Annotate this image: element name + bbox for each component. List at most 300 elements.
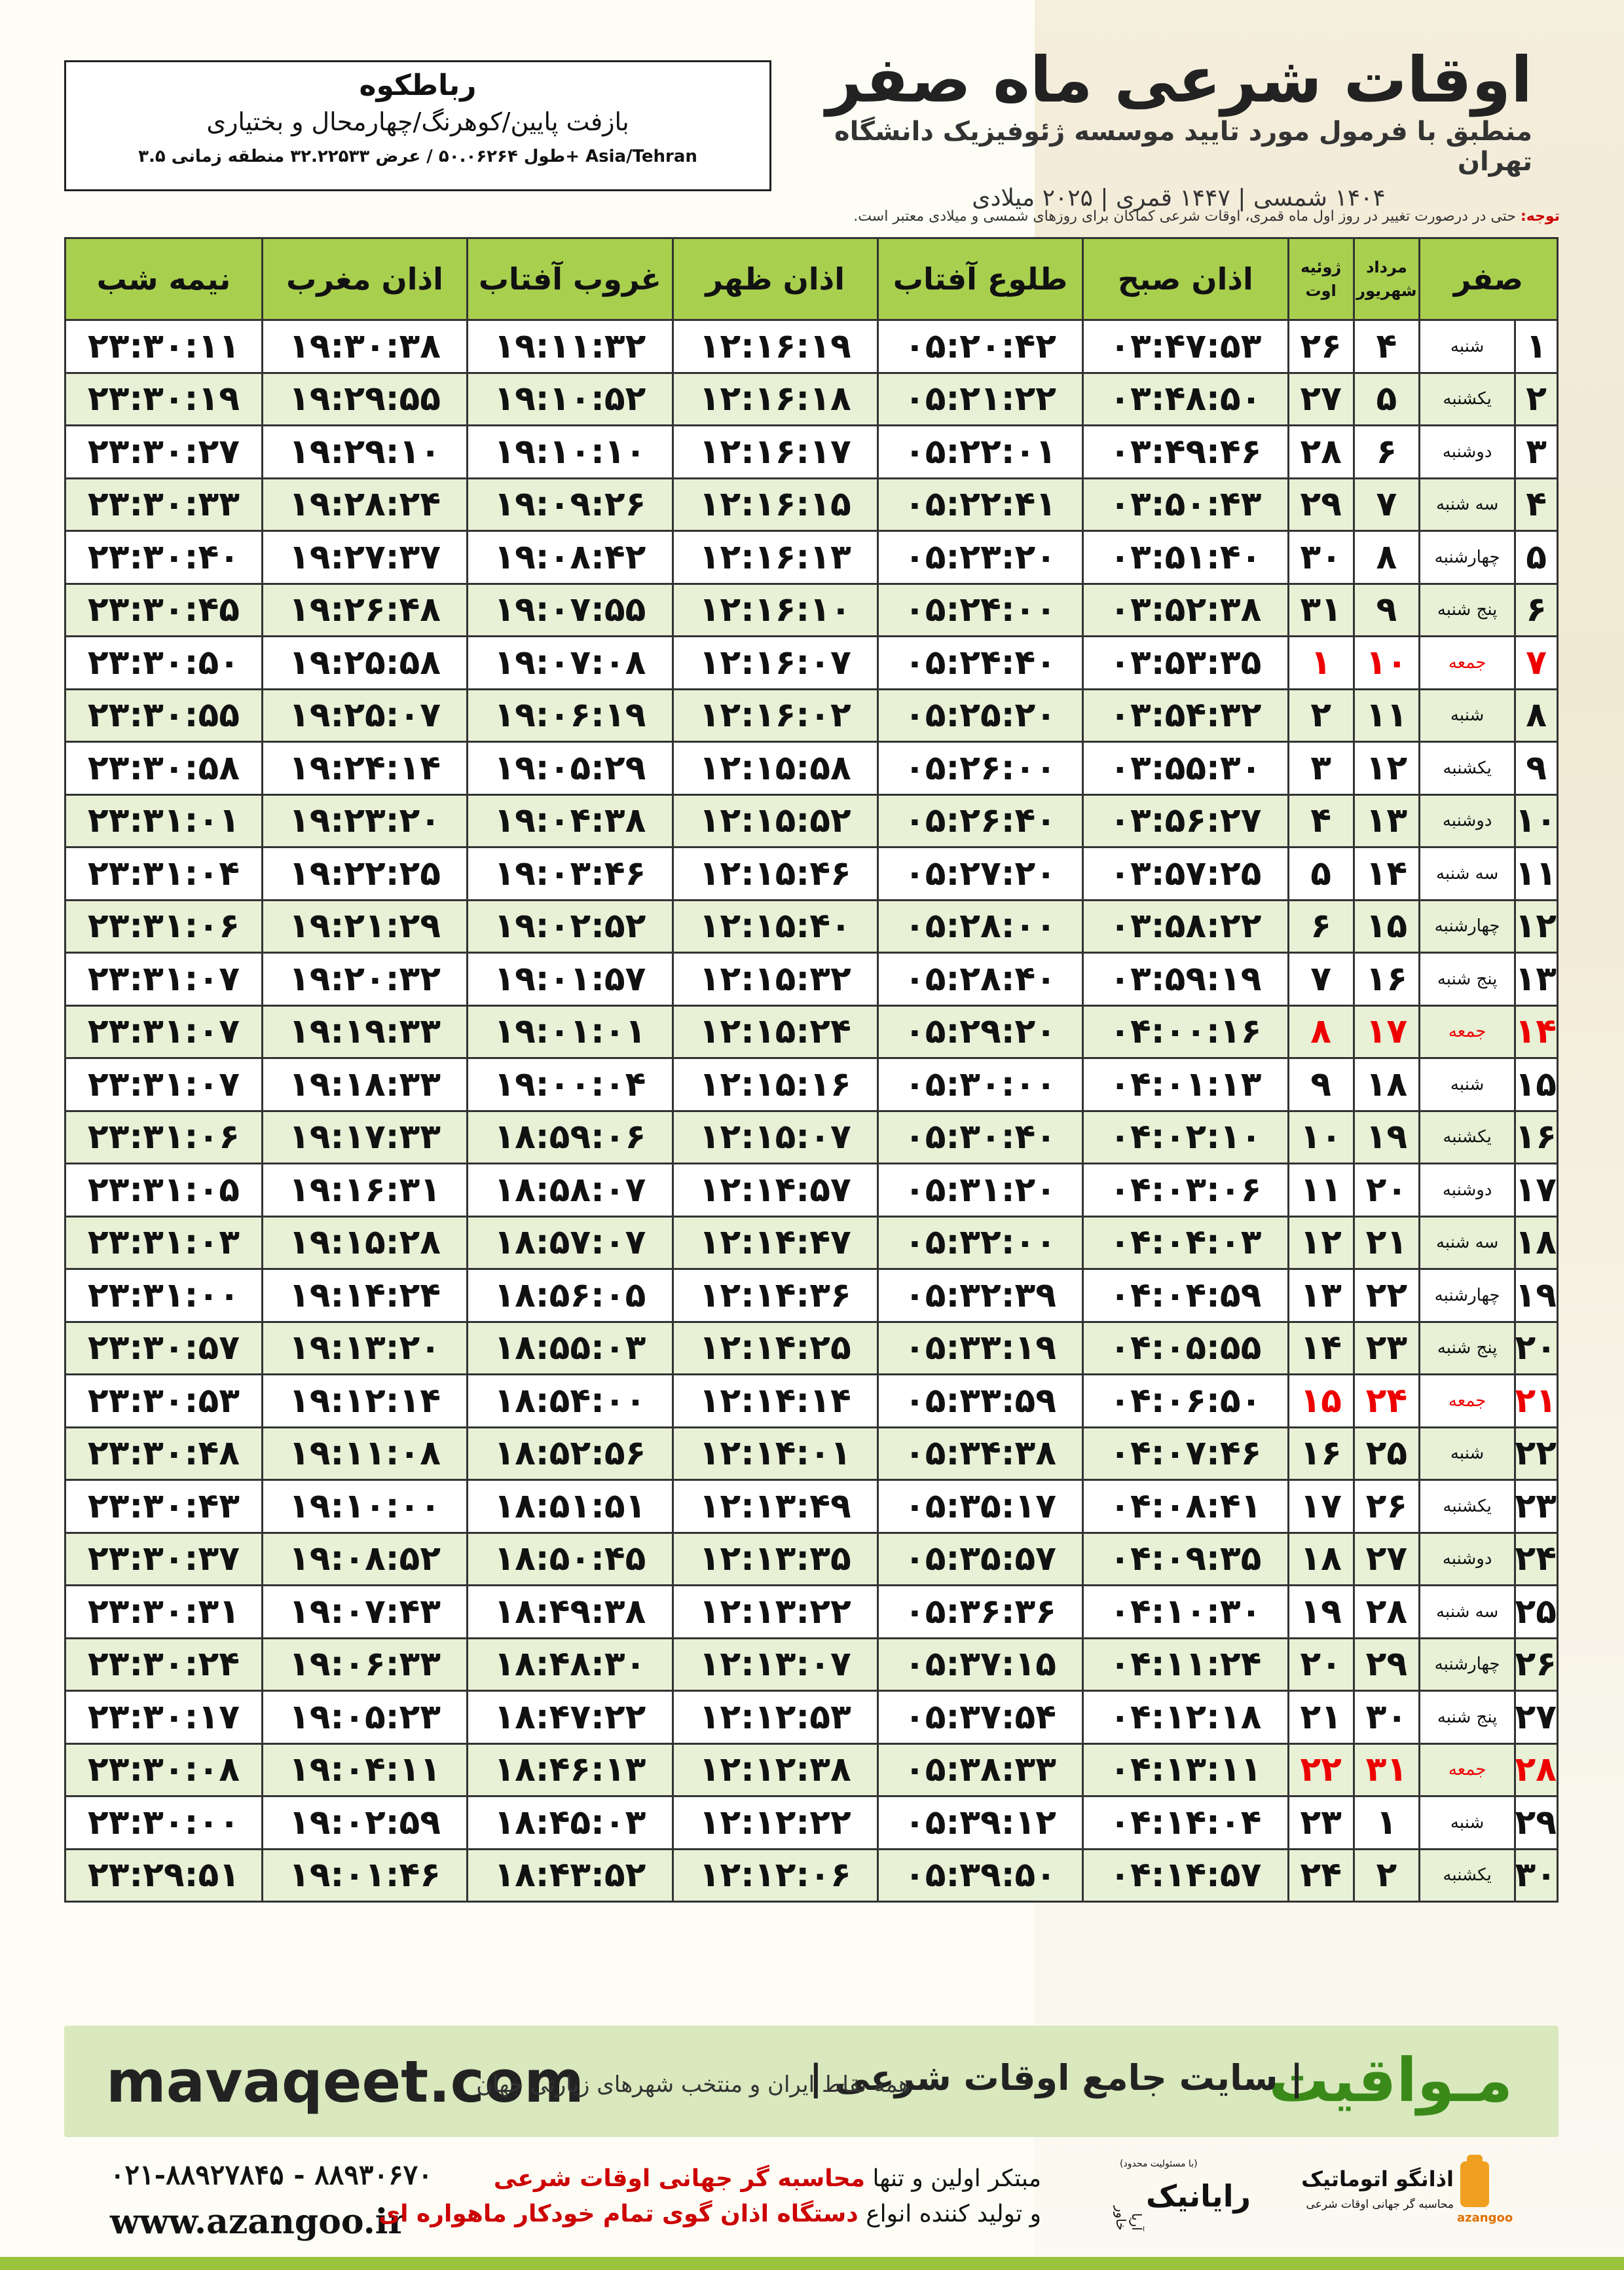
banner-description: همه نقاط ایران و منتخب شهرهای زیارتی جهان — [476, 2072, 910, 2098]
cell-weekday: چهارشنبه — [1420, 1638, 1515, 1691]
banner-slogan: | سایت جامع اوقات شرعی | — [809, 2057, 1303, 2098]
cell-day: ۱۴ — [1515, 1005, 1558, 1058]
cell-day: ۱۱ — [1515, 847, 1558, 901]
cell-maghrib: ۱۹:۲۲:۲۵ — [262, 847, 467, 901]
cell-day: ۹ — [1515, 742, 1558, 795]
cell-maghrib: ۱۹:۰۵:۲۳ — [262, 1691, 467, 1744]
cell-dhuhr: ۱۲:۱۲:۰۶ — [673, 1849, 877, 1902]
cell-dhuhr: ۱۲:۱۳:۴۹ — [673, 1480, 877, 1533]
footer-line-2-b: دستگاه اذان گوی تمام خودکار ماهواره ای — [378, 2201, 858, 2227]
cell-sunrise: ۰۵:۳۳:۱۹ — [877, 1322, 1082, 1375]
cell-day: ۶ — [1515, 584, 1558, 637]
cell-fajr: ۰۴:۰۱:۱۳ — [1083, 1058, 1288, 1111]
cell-shamsi: ۷ — [1354, 478, 1419, 531]
cell-weekday: پنج شنبه — [1420, 584, 1515, 637]
location-coords: طول ۵۰.۰۶۲۶۴ / عرض ۳۲.۲۲۵۳۳ منطقه زمانی ۳.۵+ Asia/Tehran — [138, 147, 697, 166]
cell-midnight: ۲۳:۳۰:۴۰ — [65, 531, 263, 584]
cell-fajr: ۰۳:۵۷:۲۵ — [1083, 847, 1288, 901]
table-row — [65, 478, 1558, 531]
footer-line-2-a: و تولید کننده انواع — [866, 2201, 1041, 2227]
cell-midnight: ۲۳:۳۱:۰۴ — [65, 847, 263, 901]
cell-weekday: چهارشنبه — [1420, 900, 1515, 953]
cell-shamsi: ۱۸ — [1354, 1058, 1419, 1111]
cell-weekday: چهارشنبه — [1420, 531, 1515, 584]
cell-shamsi: ۲۰ — [1354, 1164, 1419, 1217]
cell-dhuhr: ۱۲:۱۵:۳۲ — [673, 953, 877, 1006]
cell-maghrib: ۱۹:۲۱:۲۹ — [262, 900, 467, 953]
banner-site-link[interactable]: mavaqeet.com — [106, 2048, 584, 2115]
cell-sunrise: ۰۵:۲۲:۴۱ — [877, 478, 1082, 531]
cell-maghrib: ۱۹:۱۹:۳۳ — [262, 1005, 467, 1058]
cell-midnight: ۲۳:۳۰:۱۹ — [65, 373, 263, 426]
cell-greg: ۲ — [1288, 689, 1354, 742]
cell-fajr: ۰۴:۰۹:۳۵ — [1083, 1533, 1288, 1586]
header-sunrise: طلوع آفتاب — [877, 238, 1082, 320]
cell-sunrise: ۰۵:۲۶:۰۰ — [877, 742, 1082, 795]
cell-sunset: ۱۸:۵۷:۰۷ — [468, 1216, 673, 1269]
table-row — [65, 900, 1558, 953]
cell-sunrise: ۰۵:۳۵:۱۷ — [877, 1480, 1082, 1533]
location-box — [64, 60, 771, 191]
cell-weekday: شنبه — [1420, 1427, 1515, 1480]
note-text: حتی در درصورت تغییر در روز اول ماه قمری، اوقات شرعی کماکان برای روزهای شمسی و میلادی معتبر است. — [853, 208, 1516, 225]
location-name: رباطکوه — [359, 69, 477, 102]
cell-midnight: ۲۳:۳۰:۵۰ — [65, 637, 263, 690]
cell-weekday: دوشنبه — [1420, 1164, 1515, 1217]
cell-sunrise: ۰۵:۳۴:۳۸ — [877, 1427, 1082, 1480]
cell-dhuhr: ۱۲:۱۴:۴۷ — [673, 1216, 877, 1269]
cell-sunset: ۱۹:۰۹:۲۶ — [468, 478, 673, 531]
cell-greg: ۱۹ — [1288, 1586, 1354, 1639]
cell-greg: ۲۸ — [1288, 426, 1354, 479]
cell-fajr: ۰۳:۵۵:۳۰ — [1083, 742, 1288, 795]
cell-dhuhr: ۱۲:۱۶:۱۸ — [673, 373, 877, 426]
cell-greg: ۱۵ — [1288, 1375, 1354, 1428]
cell-sunset: ۱۹:۱۱:۳۲ — [468, 320, 673, 373]
cell-sunset: ۱۸:۵۹:۰۶ — [468, 1111, 673, 1164]
cell-sunrise: ۰۵:۲۸:۴۰ — [877, 953, 1082, 1006]
prayer-times-table — [64, 237, 1559, 1903]
cell-dhuhr: ۱۲:۱۴:۱۴ — [673, 1375, 877, 1428]
cell-fajr: ۰۳:۵۳:۳۵ — [1083, 637, 1288, 690]
cell-midnight: ۲۳:۳۱:۰۷ — [65, 1058, 263, 1111]
cell-weekday: جمعه — [1420, 1375, 1515, 1428]
cell-day: ۲۹ — [1515, 1796, 1558, 1850]
header-fajr: اذان صبح — [1083, 238, 1288, 320]
bottom-bar — [0, 2257, 1624, 2270]
cell-fajr: ۰۴:۰۰:۱۶ — [1083, 1005, 1288, 1058]
cell-shamsi: ۲۶ — [1354, 1480, 1419, 1533]
cell-day: ۱۳ — [1515, 953, 1558, 1006]
cell-maghrib: ۱۹:۲۵:۵۸ — [262, 637, 467, 690]
cell-day: ۳۰ — [1515, 1849, 1558, 1902]
date-line: ۱۴۰۴ شمسی | ۱۴۴۷ قمری | ۲۰۲۵ میلادی — [972, 184, 1386, 212]
header-month: صفر — [1420, 238, 1558, 320]
table-row — [65, 1427, 1558, 1480]
cell-sunrise: ۰۵:۳۷:۱۵ — [877, 1638, 1082, 1691]
cell-maghrib: ۱۹:۱۸:۳۳ — [262, 1058, 467, 1111]
header-gregorian-text: ژوئیه اوت — [1301, 258, 1342, 300]
cell-dhuhr: ۱۲:۱۵:۵۲ — [673, 794, 877, 847]
cell-dhuhr: ۱۲:۱۶:۰۷ — [673, 637, 877, 690]
cell-midnight: ۲۳:۳۰:۱۱ — [65, 320, 263, 373]
cell-day: ۱۵ — [1515, 1058, 1558, 1111]
cell-fajr: ۰۳:۵۰:۴۳ — [1083, 478, 1288, 531]
table-row — [65, 1691, 1558, 1744]
cell-maghrib: ۱۹:۰۷:۴۳ — [262, 1586, 467, 1639]
cell-greg: ۵ — [1288, 847, 1354, 901]
cell-dhuhr: ۱۲:۱۳:۰۷ — [673, 1638, 877, 1691]
cell-maghrib: ۱۹:۱۷:۳۳ — [262, 1111, 467, 1164]
table-row — [65, 794, 1558, 847]
table-row — [65, 1849, 1558, 1902]
cell-sunset: ۱۸:۵۰:۴۵ — [468, 1533, 673, 1586]
cell-midnight: ۲۳:۳۰:۴۸ — [65, 1427, 263, 1480]
cell-weekday: پنج شنبه — [1420, 953, 1515, 1006]
footer-line-1-b: محاسبه گر جهانی اوقات شرعی — [493, 2165, 865, 2192]
cell-fajr: ۰۳:۵۶:۲۷ — [1083, 794, 1288, 847]
cell-weekday: سه شنبه — [1420, 1216, 1515, 1269]
cell-day: ۲۵ — [1515, 1586, 1558, 1639]
footer-website-link[interactable]: www.azangoo.ir — [110, 2202, 406, 2242]
cell-greg: ۲۷ — [1288, 373, 1354, 426]
cell-sunset: ۱۸:۴۹:۳۸ — [468, 1586, 673, 1639]
table-row — [65, 1322, 1558, 1375]
cell-maghrib: ۱۹:۰۴:۱۱ — [262, 1743, 467, 1796]
table-row — [65, 531, 1558, 584]
cell-dhuhr: ۱۲:۱۵:۱۶ — [673, 1058, 877, 1111]
cell-fajr: ۰۴:۰۴:۵۹ — [1083, 1269, 1288, 1322]
cell-shamsi: ۲۳ — [1354, 1322, 1419, 1375]
cell-greg: ۲۲ — [1288, 1743, 1354, 1796]
table-row — [65, 373, 1558, 426]
cell-midnight: ۲۳:۳۰:۴۵ — [65, 584, 263, 637]
location-region: بازفت پایین/کوهرنگ/چهارمحال و بختیاری — [206, 107, 629, 136]
cell-midnight: ۲۳:۳۰:۵۸ — [65, 742, 263, 795]
cell-dhuhr: ۱۲:۱۳:۳۵ — [673, 1533, 877, 1586]
cell-day: ۱۲ — [1515, 900, 1558, 953]
cell-midnight: ۲۳:۳۰:۴۳ — [65, 1480, 263, 1533]
table-row — [65, 847, 1558, 901]
cell-maghrib: ۱۹:۰۸:۵۲ — [262, 1533, 467, 1586]
cell-shamsi: ۲۱ — [1354, 1216, 1419, 1269]
cell-weekday: شنبه — [1420, 1796, 1515, 1850]
cell-sunset: ۱۸:۵۱:۵۱ — [468, 1480, 673, 1533]
header-sunset: غروب آفتاب — [468, 238, 673, 320]
cell-sunrise: ۰۵:۳۰:۰۰ — [877, 1058, 1082, 1111]
cell-greg: ۴ — [1288, 794, 1354, 847]
cell-shamsi: ۱ — [1354, 1796, 1419, 1850]
cell-sunset: ۱۸:۴۵:۰۳ — [468, 1796, 673, 1850]
cell-sunset: ۱۸:۴۷:۲۲ — [468, 1691, 673, 1744]
cell-dhuhr: ۱۲:۱۶:۱۹ — [673, 320, 877, 373]
cell-maghrib: ۱۹:۲۴:۱۴ — [262, 742, 467, 795]
cell-sunset: ۱۹:۰۸:۴۲ — [468, 531, 673, 584]
cell-maghrib: ۱۹:۰۱:۴۶ — [262, 1849, 467, 1902]
header-shamsi — [1354, 238, 1419, 320]
cell-shamsi: ۱۷ — [1354, 1005, 1419, 1058]
cell-weekday: سه شنبه — [1420, 847, 1515, 901]
cell-weekday: دوشنبه — [1420, 1533, 1515, 1586]
cell-midnight: ۲۳:۳۱:۰۷ — [65, 1005, 263, 1058]
cell-sunrise: ۰۵:۳۲:۳۹ — [877, 1269, 1082, 1322]
cell-greg: ۲۳ — [1288, 1796, 1354, 1850]
cell-weekday: پنج شنبه — [1420, 1691, 1515, 1744]
cell-day: ۲۶ — [1515, 1638, 1558, 1691]
cell-midnight: ۲۳:۳۰:۰۸ — [65, 1743, 263, 1796]
cell-midnight: ۲۳:۳۰:۱۷ — [65, 1691, 263, 1744]
cell-weekday: یکشنبه — [1420, 742, 1515, 795]
cell-weekday: سه شنبه — [1420, 1586, 1515, 1639]
cell-greg: ۱۴ — [1288, 1322, 1354, 1375]
cell-shamsi: ۴ — [1354, 320, 1419, 373]
cell-greg: ۲۱ — [1288, 1691, 1354, 1744]
cell-day: ۱۰ — [1515, 794, 1558, 847]
cell-sunset: ۱۹:۰۴:۳۸ — [468, 794, 673, 847]
cell-weekday: چهارشنبه — [1420, 1269, 1515, 1322]
table-row — [65, 1375, 1558, 1428]
cell-maghrib: ۱۹:۲۶:۴۸ — [262, 584, 467, 637]
cell-day: ۲۲ — [1515, 1427, 1558, 1480]
cell-fajr: ۰۴:۰۵:۵۵ — [1083, 1322, 1288, 1375]
cell-greg: ۱ — [1288, 637, 1354, 690]
cell-fajr: ۰۴:۱۱:۲۴ — [1083, 1638, 1288, 1691]
header-gregorian — [1288, 238, 1354, 320]
cell-maghrib: ۱۹:۰۶:۳۳ — [262, 1638, 467, 1691]
cell-greg: ۲۰ — [1288, 1638, 1354, 1691]
cell-shamsi: ۹ — [1354, 584, 1419, 637]
cell-shamsi: ۲ — [1354, 1849, 1419, 1902]
title-block — [825, 43, 1532, 212]
cell-fajr: ۰۳:۵۴:۳۲ — [1083, 689, 1288, 742]
cell-day: ۱۸ — [1515, 1216, 1558, 1269]
cell-fajr: ۰۴:۰۳:۰۶ — [1083, 1164, 1288, 1217]
table-row — [65, 689, 1558, 742]
cell-midnight: ۲۳:۳۰:۵۵ — [65, 689, 263, 742]
banner-brand: مـواقیت — [1268, 2045, 1513, 2115]
table-row — [65, 320, 1558, 373]
cell-sunrise: ۰۵:۳۹:۱۲ — [877, 1796, 1082, 1850]
cell-sunset: ۱۹:۱۰:۵۲ — [468, 373, 673, 426]
cell-dhuhr: ۱۲:۱۲:۳۸ — [673, 1743, 877, 1796]
cell-maghrib: ۱۹:۳۰:۳۸ — [262, 320, 467, 373]
cell-weekday: شنبه — [1420, 1058, 1515, 1111]
table-row — [65, 637, 1558, 690]
cell-maghrib: ۱۹:۰۲:۵۹ — [262, 1796, 467, 1850]
cell-fajr: ۰۴:۱۰:۳۰ — [1083, 1586, 1288, 1639]
cell-sunrise: ۰۵:۳۷:۵۴ — [877, 1691, 1082, 1744]
page-title: اوقات شرعی ماه صفر — [826, 43, 1532, 117]
cell-dhuhr: ۱۲:۱۶:۱۳ — [673, 531, 877, 584]
cell-dhuhr: ۱۲:۱۵:۰۷ — [673, 1111, 877, 1164]
cell-day: ۲۱ — [1515, 1375, 1558, 1428]
cell-sunset: ۱۸:۴۸:۳۰ — [468, 1638, 673, 1691]
cell-sunset: ۱۹:۰۰:۰۴ — [468, 1058, 673, 1111]
cell-dhuhr: ۱۲:۱۶:۱۵ — [673, 478, 877, 531]
cell-weekday: سه شنبه — [1420, 478, 1515, 531]
cell-sunset: ۱۸:۵۴:۰۰ — [468, 1375, 673, 1428]
azangoo-logo — [1290, 2155, 1513, 2233]
cell-dhuhr: ۱۲:۱۵:۵۸ — [673, 742, 877, 795]
cell-weekday: جمعه — [1420, 637, 1515, 690]
cell-weekday: یکشنبه — [1420, 1849, 1515, 1902]
cell-maghrib: ۱۹:۲۳:۲۰ — [262, 794, 467, 847]
cell-weekday: یکشنبه — [1420, 1111, 1515, 1164]
table-row — [65, 1269, 1558, 1322]
cell-greg: ۳۱ — [1288, 584, 1354, 637]
cell-sunset: ۱۹:۰۲:۵۲ — [468, 900, 673, 953]
cell-day: ۲ — [1515, 373, 1558, 426]
cell-sunset: ۱۹:۰۱:۰۱ — [468, 1005, 673, 1058]
cell-dhuhr: ۱۲:۱۴:۲۵ — [673, 1322, 877, 1375]
cell-maghrib: ۱۹:۱۴:۲۴ — [262, 1269, 467, 1322]
table-header-row — [65, 238, 1558, 320]
cell-shamsi: ۱۹ — [1354, 1111, 1419, 1164]
cell-fajr: ۰۳:۵۸:۲۲ — [1083, 900, 1288, 953]
cell-midnight: ۲۳:۳۱:۰۳ — [65, 1216, 263, 1269]
cell-fajr: ۰۳:۵۱:۴۰ — [1083, 531, 1288, 584]
cell-midnight: ۲۳:۳۰:۵۳ — [65, 1375, 263, 1428]
cell-greg: ۲۶ — [1288, 320, 1354, 373]
cell-dhuhr: ۱۲:۱۵:۲۴ — [673, 1005, 877, 1058]
cell-sunrise: ۰۵:۲۵:۲۰ — [877, 689, 1082, 742]
rayanik-logo — [1113, 2159, 1251, 2231]
cell-dhuhr: ۱۲:۱۲:۵۳ — [673, 1691, 877, 1744]
cell-shamsi: ۱۱ — [1354, 689, 1419, 742]
cell-sunset: ۱۹:۰۱:۵۷ — [468, 953, 673, 1006]
cell-greg: ۱۸ — [1288, 1533, 1354, 1586]
cell-dhuhr: ۱۲:۱۴:۰۱ — [673, 1427, 877, 1480]
cell-maghrib: ۱۹:۲۹:۵۵ — [262, 373, 467, 426]
cell-sunset: ۱۸:۴۳:۵۲ — [468, 1849, 673, 1902]
cell-fajr: ۰۴:۱۴:۰۴ — [1083, 1796, 1288, 1850]
cell-sunrise: ۰۵:۲۸:۰۰ — [877, 900, 1082, 953]
cell-weekday: یکشنبه — [1420, 373, 1515, 426]
page-subtitle: منطبق با فرمول مورد تایید موسسه ژئوفیزیک دانشگاه تهران — [834, 116, 1532, 177]
table-row — [65, 1005, 1558, 1058]
cell-sunrise: ۰۵:۲۴:۴۰ — [877, 637, 1082, 690]
cell-sunrise: ۰۵:۳۶:۳۶ — [877, 1586, 1082, 1639]
cell-fajr: ۰۴:۰۸:۴۱ — [1083, 1480, 1288, 1533]
cell-fajr: ۰۳:۴۷:۵۳ — [1083, 320, 1288, 373]
cell-shamsi: ۲۸ — [1354, 1586, 1419, 1639]
table-row — [65, 1533, 1558, 1586]
cell-shamsi: ۱۵ — [1354, 900, 1419, 953]
cell-sunset: ۱۹:۱۰:۱۰ — [468, 426, 673, 479]
cell-fajr: ۰۳:۵۲:۳۸ — [1083, 584, 1288, 637]
cell-midnight: ۲۳:۳۰:۵۷ — [65, 1322, 263, 1375]
cell-midnight: ۲۳:۳۱:۰۰ — [65, 1269, 263, 1322]
cell-day: ۴ — [1515, 478, 1558, 531]
cell-dhuhr: ۱۲:۱۴:۳۶ — [673, 1269, 877, 1322]
cell-greg: ۱۰ — [1288, 1111, 1354, 1164]
cell-day: ۵ — [1515, 531, 1558, 584]
table-row — [65, 1796, 1558, 1850]
cell-maghrib: ۱۹:۱۰:۰۰ — [262, 1480, 467, 1533]
cell-sunrise: ۰۵:۳۲:۰۰ — [877, 1216, 1082, 1269]
cell-day: ۲۰ — [1515, 1322, 1558, 1375]
cell-weekday: پنج شنبه — [1420, 1322, 1515, 1375]
footer-line-2 — [378, 2197, 1041, 2232]
cell-weekday: جمعه — [1420, 1005, 1515, 1058]
cell-midnight: ۲۳:۳۰:۲۷ — [65, 426, 263, 479]
cell-sunset: ۱۸:۵۲:۵۶ — [468, 1427, 673, 1480]
table-row — [65, 1480, 1558, 1533]
cell-dhuhr: ۱۲:۱۲:۲۲ — [673, 1796, 877, 1850]
table-row — [65, 1058, 1558, 1111]
table-body — [65, 320, 1558, 1902]
cell-midnight: ۲۳:۳۱:۰۵ — [65, 1164, 263, 1217]
cell-sunset: ۱۸:۵۵:۰۳ — [468, 1322, 673, 1375]
cell-fajr: ۰۴:۱۳:۱۱ — [1083, 1743, 1288, 1796]
cell-fajr: ۰۴:۱۲:۱۸ — [1083, 1691, 1288, 1744]
table-row — [65, 1638, 1558, 1691]
cell-greg: ۱۷ — [1288, 1480, 1354, 1533]
cell-maghrib: ۱۹:۱۵:۲۸ — [262, 1216, 467, 1269]
table-row — [65, 1111, 1558, 1164]
header-midnight: نیمه شب — [65, 238, 263, 320]
cell-sunrise: ۰۵:۳۹:۵۰ — [877, 1849, 1082, 1902]
cell-greg: ۸ — [1288, 1005, 1354, 1058]
cell-sunset: ۱۹:۰۵:۲۹ — [468, 742, 673, 795]
cell-weekday: یکشنبه — [1420, 1480, 1515, 1533]
cell-day: ۲۸ — [1515, 1743, 1558, 1796]
table-row — [65, 1743, 1558, 1796]
cell-fajr: ۰۴:۰۷:۴۶ — [1083, 1427, 1288, 1480]
cell-shamsi: ۲۲ — [1354, 1269, 1419, 1322]
cell-shamsi: ۱۴ — [1354, 847, 1419, 901]
cell-greg: ۳۰ — [1288, 531, 1354, 584]
cell-sunrise: ۰۵:۲۰:۴۲ — [877, 320, 1082, 373]
promo-banner — [64, 2026, 1559, 2137]
rayanik-logo-top: (با مسئولیت محدود) — [1120, 2159, 1198, 2169]
cell-greg: ۱۲ — [1288, 1216, 1354, 1269]
cell-sunset: ۱۹:۰۳:۴۶ — [468, 847, 673, 901]
table-row — [65, 584, 1558, 637]
cell-day: ۱۶ — [1515, 1111, 1558, 1164]
azangoo-logo-text: اذانگو اتوماتیک — [1301, 2167, 1454, 2191]
cell-fajr: ۰۴:۰۶:۵۰ — [1083, 1375, 1288, 1428]
cell-shamsi: ۱۰ — [1354, 637, 1419, 690]
cell-greg: ۲۴ — [1288, 1849, 1354, 1902]
cell-day: ۱۹ — [1515, 1269, 1558, 1322]
cell-maghrib: ۱۹:۲۰:۳۲ — [262, 953, 467, 1006]
cell-day: ۱ — [1515, 320, 1558, 373]
cell-shamsi: ۲۹ — [1354, 1638, 1419, 1691]
cell-fajr: ۰۴:۰۴:۰۳ — [1083, 1216, 1288, 1269]
cell-sunset: ۱۸:۵۶:۰۵ — [468, 1269, 673, 1322]
cell-day: ۲۳ — [1515, 1480, 1558, 1533]
cell-weekday: دوشنبه — [1420, 794, 1515, 847]
cell-shamsi: ۱۲ — [1354, 742, 1419, 795]
cell-greg: ۹ — [1288, 1058, 1354, 1111]
cell-maghrib: ۱۹:۲۹:۱۰ — [262, 426, 467, 479]
cell-sunrise: ۰۵:۳۰:۴۰ — [877, 1111, 1082, 1164]
cell-sunrise: ۰۵:۲۹:۲۰ — [877, 1005, 1082, 1058]
cell-greg: ۱۳ — [1288, 1269, 1354, 1322]
cell-shamsi: ۲۷ — [1354, 1533, 1419, 1586]
cell-greg: ۱۱ — [1288, 1164, 1354, 1217]
cell-dhuhr: ۱۲:۱۵:۴۶ — [673, 847, 877, 901]
cell-fajr: ۰۴:۱۴:۵۷ — [1083, 1849, 1288, 1902]
cell-maghrib: ۱۹:۲۸:۲۴ — [262, 478, 467, 531]
cell-sunset: ۱۹:۰۶:۱۹ — [468, 689, 673, 742]
cell-sunrise: ۰۵:۲۶:۴۰ — [877, 794, 1082, 847]
cell-shamsi: ۳۱ — [1354, 1743, 1419, 1796]
cell-maghrib: ۱۹:۱۶:۳۱ — [262, 1164, 467, 1217]
footer-line-1-a: مبتکر اولین و تنها — [872, 2165, 1041, 2192]
cell-dhuhr: ۱۲:۱۵:۴۰ — [673, 900, 877, 953]
